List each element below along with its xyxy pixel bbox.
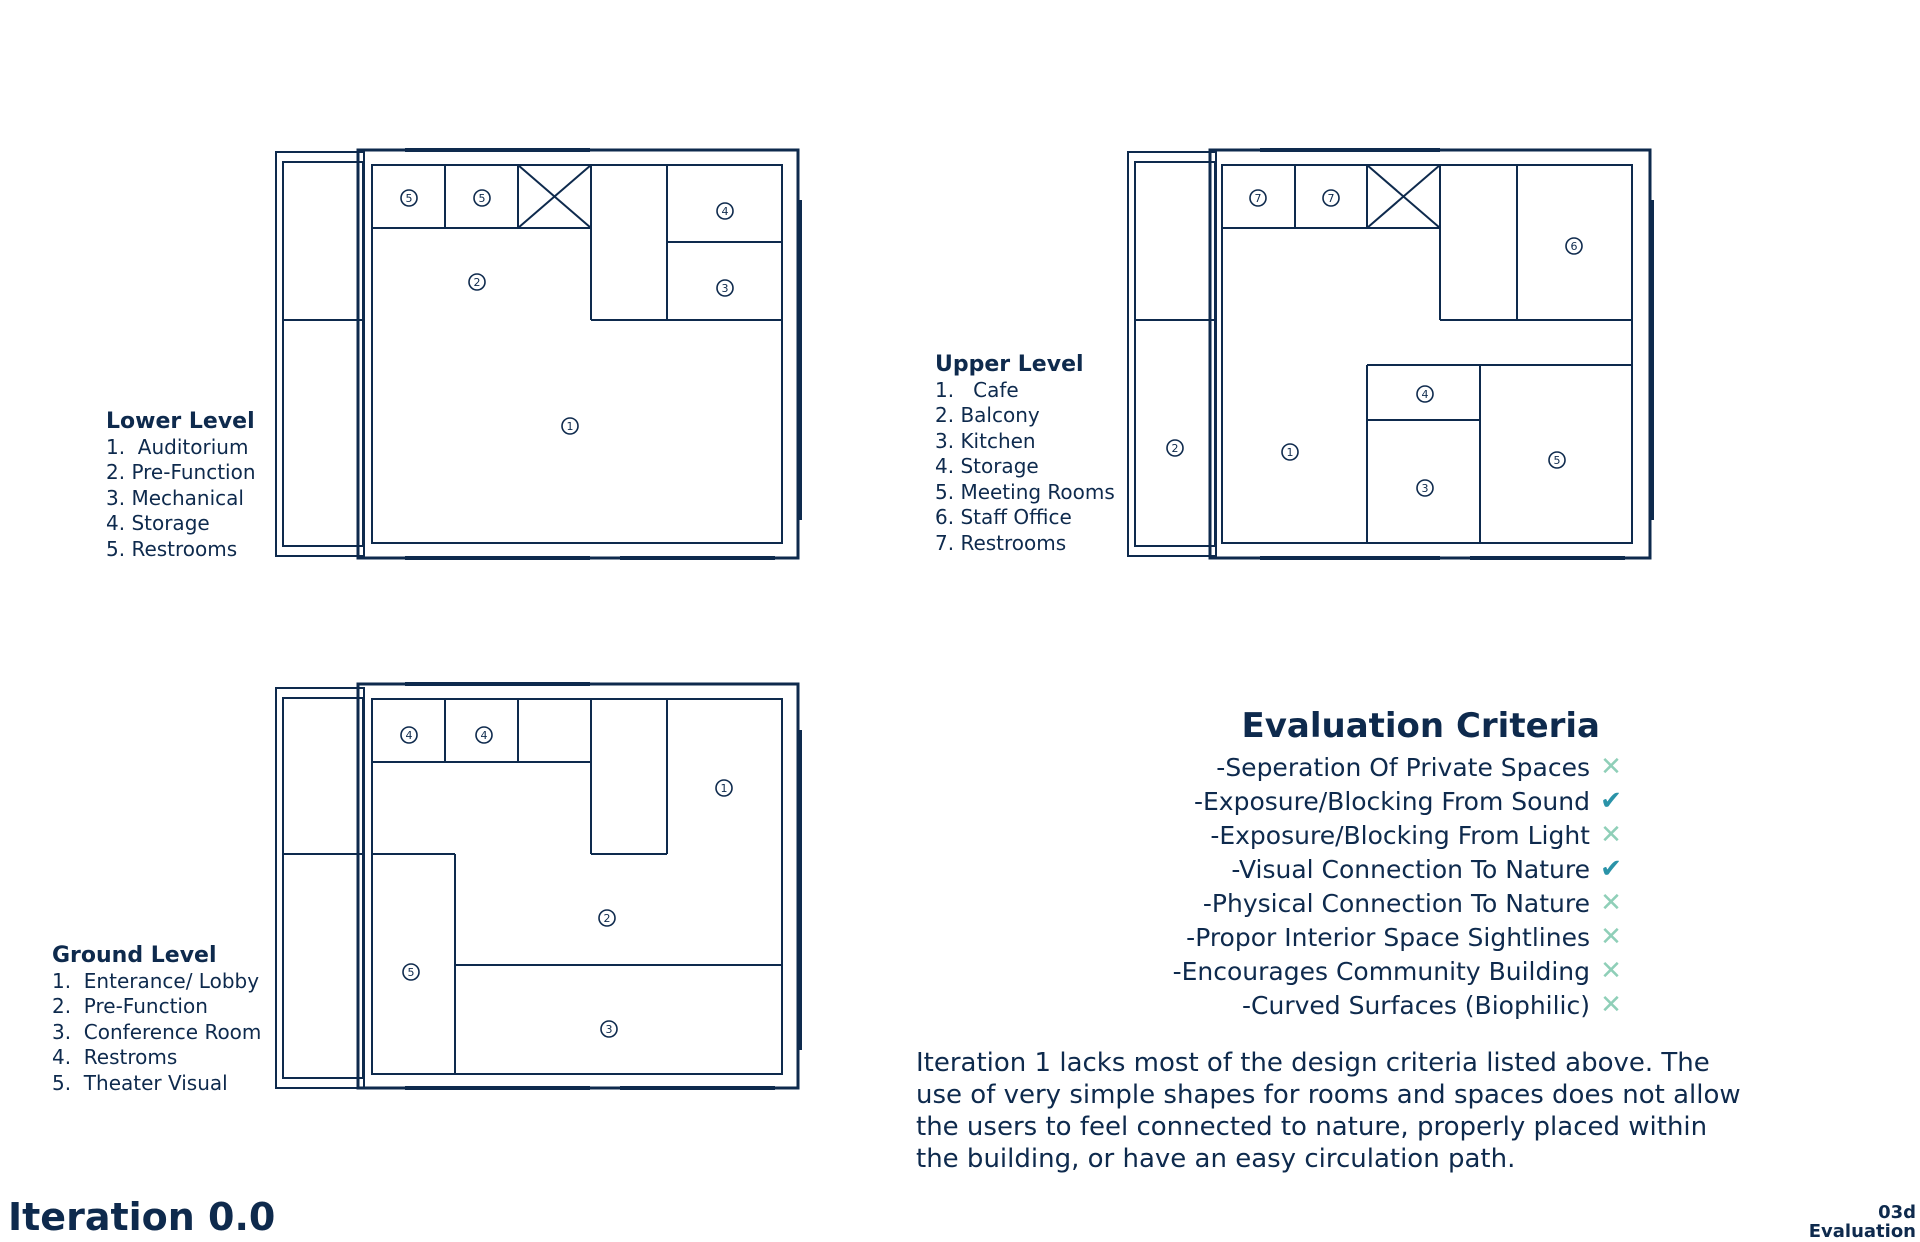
criteria-item [1000, 886, 1628, 920]
room-label: 5 [478, 192, 486, 205]
legend-item: 6. Staff Office [935, 505, 1072, 529]
ground-level-plan [276, 684, 800, 1088]
criteria-label: -Exposure/Blocking From Light [1210, 820, 1590, 850]
room-label: 1 [1286, 446, 1294, 459]
cross-icon: ✕ [1600, 752, 1622, 782]
room-label: 4 [1421, 388, 1429, 401]
legend-item: 3. Kitchen [935, 428, 1036, 453]
criteria-label: -Seperation Of Private Spaces [1216, 752, 1590, 782]
lower-level-legend [106, 409, 256, 562]
room-label: 3 [1421, 482, 1429, 495]
criteria-label: -Exposure/Blocking From Sound [1193, 786, 1590, 816]
room-label: 1 [720, 782, 728, 795]
check-icon: ✔ [1600, 854, 1622, 884]
room-label: 2 [473, 276, 481, 289]
upper-level-plan [1128, 150, 1652, 558]
check-icon: ✔ [1600, 786, 1622, 816]
room-label: 5 [1553, 454, 1561, 467]
room-label: 5 [407, 966, 415, 979]
legend-item: 1. Cafe [935, 377, 1019, 402]
room-label: 6 [1570, 240, 1578, 253]
room-label: 2 [603, 912, 611, 925]
legend-item: 1. Auditorium [106, 434, 249, 459]
legend-item: 7. Restrooms [935, 530, 1067, 555]
ground-level-legend [52, 943, 261, 1096]
legend-item: 5. Theater Visual [52, 1070, 228, 1095]
criteria-item [1000, 852, 1628, 886]
criteria-label: -Encourages Community Building [1172, 956, 1590, 986]
legend-item: 5. Meeting Rooms [935, 479, 1115, 504]
legend-title: Ground Level [52, 943, 217, 968]
cross-icon: ✕ [1600, 990, 1622, 1020]
criteria-label: -Physical Connection To Nature [1202, 888, 1590, 918]
cross-icon: ✕ [1600, 888, 1622, 918]
room-label: 4 [405, 729, 413, 742]
legend-item: 3. Mechanical [106, 485, 244, 510]
room-label: 7 [1327, 192, 1335, 205]
legend-item: 4. Storage [935, 454, 1039, 478]
criteria-label: -Curved Surfaces (Biophilic) [1242, 990, 1590, 1020]
legend-item: 2. Pre-Function [52, 994, 208, 1018]
room-label: 4 [721, 205, 729, 218]
criteria-label: -Propor Interior Space Sightlines [1186, 922, 1590, 952]
legend-title: Lower Level [106, 409, 255, 434]
section-name: Evaluation [1808, 1221, 1916, 1242]
criteria-label: -Visual Connection To Nature [1231, 854, 1590, 884]
room-label: 5 [405, 192, 413, 205]
criteria-item [1000, 750, 1628, 784]
cross-icon: ✕ [1600, 820, 1622, 850]
legend-title: Upper Level [935, 352, 1084, 377]
legend-item: 3. Conference Room [52, 1019, 262, 1044]
room-label: 4 [480, 729, 488, 742]
section-number: 03d [1878, 1202, 1916, 1223]
criteria-item [1000, 988, 1628, 1022]
legend-item: 2. Pre-Function [106, 460, 256, 484]
criteria-title: Evaluation Criteria [1241, 706, 1600, 746]
legend-item: 2. Balcony [935, 403, 1040, 427]
cross-icon: ✕ [1600, 922, 1622, 952]
page-title: Iteration 0.0 [8, 1195, 276, 1239]
criteria-item [1000, 920, 1628, 954]
room-label: 3 [605, 1023, 613, 1036]
legend-item: 4. Restroms [52, 1045, 178, 1069]
section-label [1809, 1203, 1916, 1241]
legend-item: 1. Enterance/ Lobby [52, 968, 260, 993]
criteria-list [1000, 750, 1628, 1022]
summary-paragraph: Iteration 1 lacks most of the design criteria listed above. The use of very simple shapes for rooms and spaces does not allow the users to feel connected to nature, properly placed within the building, or have an easy circulation path. [916, 1048, 1741, 1174]
upper-level-legend [935, 352, 1115, 556]
criteria-item [1000, 818, 1628, 852]
cross-icon: ✕ [1600, 956, 1622, 986]
legend-item: 5. Restrooms [106, 536, 238, 561]
room-label: 2 [1171, 442, 1179, 455]
room-label: 7 [1254, 192, 1262, 205]
room-label: 3 [721, 282, 729, 295]
criteria-item [1000, 784, 1628, 818]
criteria-item [1000, 954, 1628, 988]
legend-item: 4. Storage [106, 511, 210, 535]
room-label: 1 [566, 420, 574, 433]
